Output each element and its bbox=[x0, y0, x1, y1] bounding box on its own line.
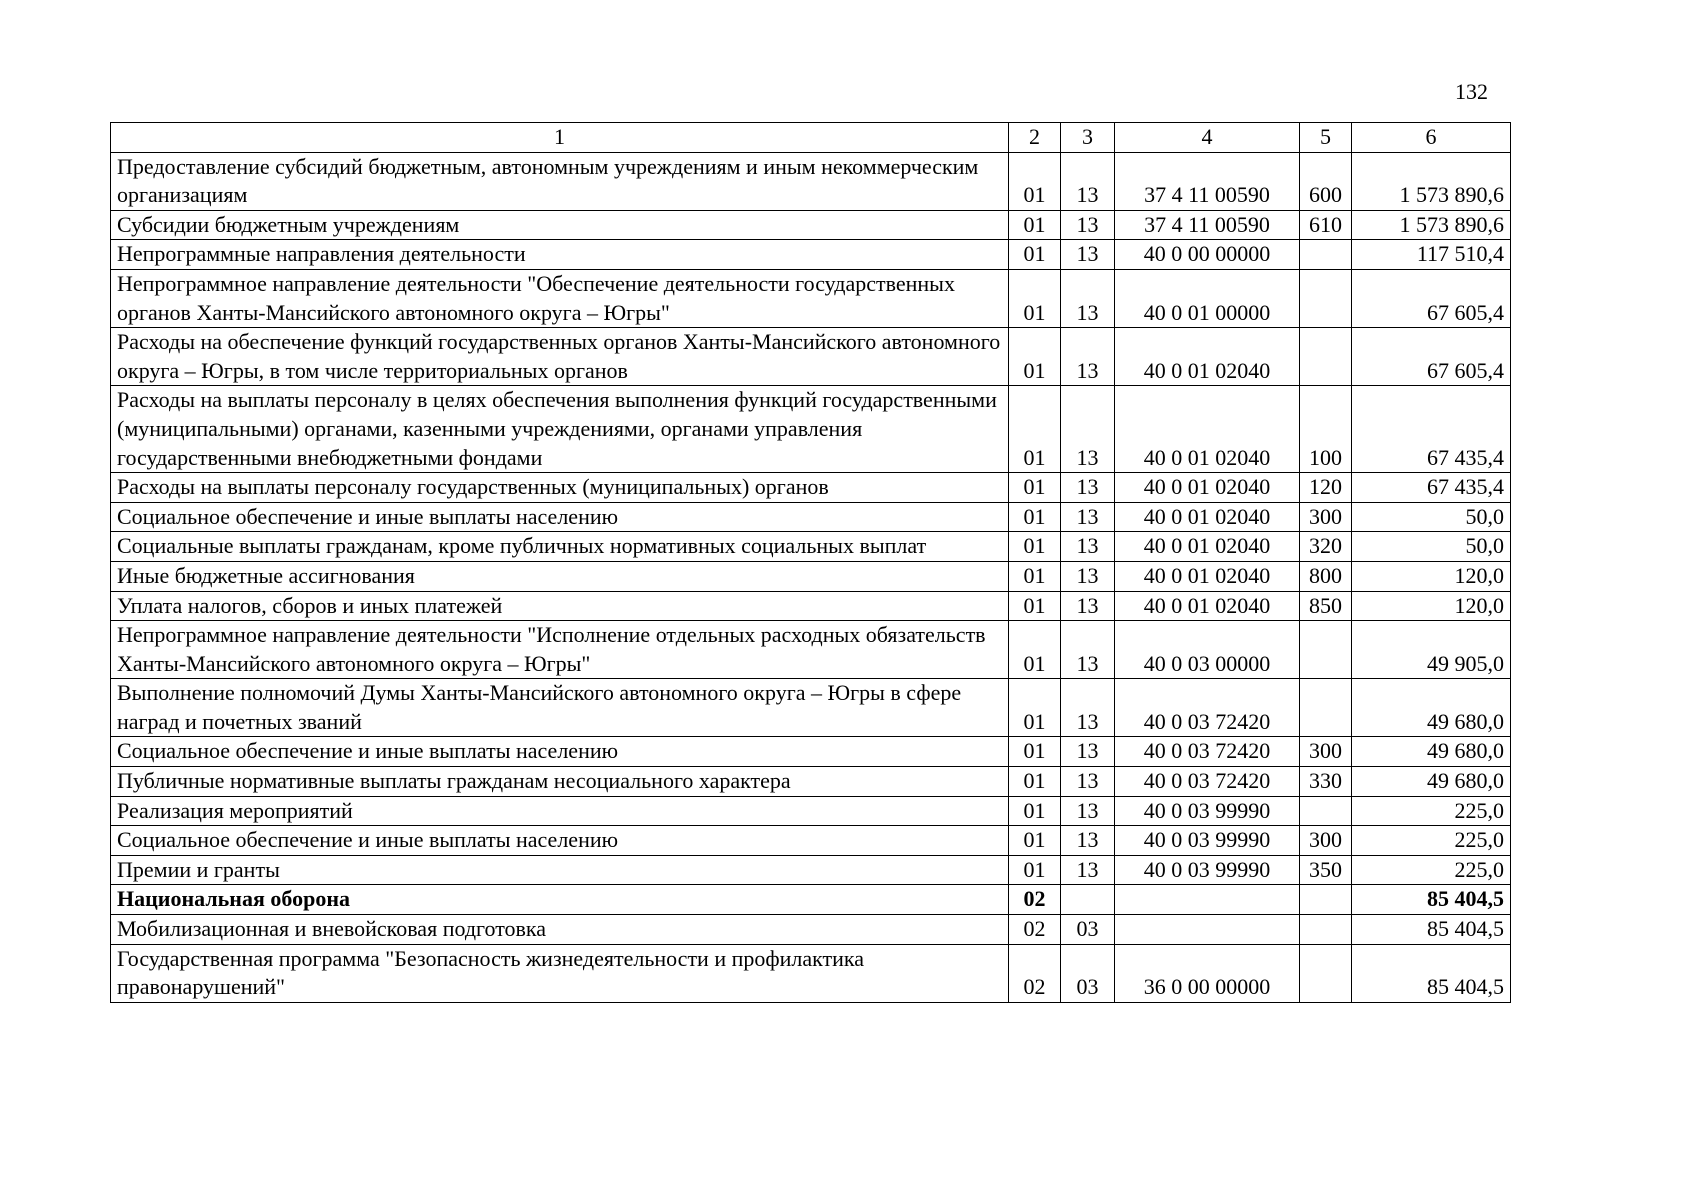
amount-cell: 225,0 bbox=[1352, 826, 1511, 856]
amount-cell: 120,0 bbox=[1352, 591, 1511, 621]
table-row bbox=[111, 855, 1511, 885]
target-article-cell: 40 0 03 72420 bbox=[1115, 737, 1300, 767]
amount-cell: 1 573 890,6 bbox=[1352, 152, 1511, 210]
subsection-code-cell: 13 bbox=[1061, 210, 1115, 240]
row-name-cell: Предоставление субсидий бюджетным, автономным учреждениям и иным некоммерческим организациям bbox=[111, 152, 1009, 210]
amount-cell: 49 905,0 bbox=[1352, 621, 1511, 679]
section-code-cell: 01 bbox=[1009, 152, 1061, 210]
subsection-code-cell: 13 bbox=[1061, 561, 1115, 591]
table-row bbox=[111, 915, 1511, 945]
subsection-code-cell: 13 bbox=[1061, 855, 1115, 885]
expense-type-cell bbox=[1300, 915, 1352, 945]
table-row bbox=[111, 328, 1511, 386]
amount-cell: 67 435,4 bbox=[1352, 386, 1511, 473]
section-code-cell: 01 bbox=[1009, 561, 1061, 591]
table-row bbox=[111, 826, 1511, 856]
target-article-cell: 40 0 03 72420 bbox=[1115, 767, 1300, 797]
target-article-cell: 40 0 01 02040 bbox=[1115, 532, 1300, 562]
section-code-cell: 01 bbox=[1009, 679, 1061, 737]
table-row bbox=[111, 679, 1511, 737]
subsection-code-cell: 13 bbox=[1061, 679, 1115, 737]
subsection-code-cell: 13 bbox=[1061, 502, 1115, 532]
expense-type-cell: 850 bbox=[1300, 591, 1352, 621]
expense-type-cell bbox=[1300, 796, 1352, 826]
target-article-cell: 40 0 03 99990 bbox=[1115, 796, 1300, 826]
column-number-1: 1 bbox=[111, 123, 1009, 153]
amount-cell: 49 680,0 bbox=[1352, 737, 1511, 767]
row-name-cell: Непрограммное направление деятельности "Обеспечение деятельности государственных органов Ханты-Мансийского автономного округа – Югры" bbox=[111, 269, 1009, 327]
column-number-3: 3 bbox=[1061, 123, 1115, 153]
row-name-cell: Государственная программа "Безопасность жизнедеятельности и профилактика правонарушений" bbox=[111, 944, 1009, 1002]
expense-type-cell: 300 bbox=[1300, 737, 1352, 767]
table-row bbox=[111, 737, 1511, 767]
target-article-cell: 37 4 11 00590 bbox=[1115, 210, 1300, 240]
target-article-cell bbox=[1115, 885, 1300, 915]
section-code-cell: 01 bbox=[1009, 269, 1061, 327]
column-number-2: 2 bbox=[1009, 123, 1061, 153]
target-article-cell: 40 0 03 99990 bbox=[1115, 855, 1300, 885]
amount-cell: 50,0 bbox=[1352, 502, 1511, 532]
expense-type-cell: 320 bbox=[1300, 532, 1352, 562]
subsection-code-cell: 13 bbox=[1061, 240, 1115, 270]
target-article-cell: 40 0 01 02040 bbox=[1115, 591, 1300, 621]
amount-cell: 225,0 bbox=[1352, 796, 1511, 826]
section-code-cell: 01 bbox=[1009, 473, 1061, 503]
amount-cell: 85 404,5 bbox=[1352, 944, 1511, 1002]
column-number-5: 5 bbox=[1300, 123, 1352, 153]
expense-type-cell: 330 bbox=[1300, 767, 1352, 797]
expense-type-cell: 610 bbox=[1300, 210, 1352, 240]
row-name-cell: Социальное обеспечение и иные выплаты населению bbox=[111, 826, 1009, 856]
table-row bbox=[111, 561, 1511, 591]
row-name-cell: Публичные нормативные выплаты гражданам несоциального характера bbox=[111, 767, 1009, 797]
section-code-cell: 01 bbox=[1009, 240, 1061, 270]
section-code-cell: 01 bbox=[1009, 826, 1061, 856]
subsection-code-cell: 13 bbox=[1061, 826, 1115, 856]
subsection-code-cell: 13 bbox=[1061, 621, 1115, 679]
target-article-cell: 36 0 00 00000 bbox=[1115, 944, 1300, 1002]
amount-cell: 49 680,0 bbox=[1352, 679, 1511, 737]
subsection-code-cell: 13 bbox=[1061, 796, 1115, 826]
section-code-cell: 01 bbox=[1009, 386, 1061, 473]
section-code-cell: 01 bbox=[1009, 532, 1061, 562]
section-code-cell: 01 bbox=[1009, 855, 1061, 885]
amount-cell: 49 680,0 bbox=[1352, 767, 1511, 797]
section-code-cell: 01 bbox=[1009, 502, 1061, 532]
expense-type-cell bbox=[1300, 679, 1352, 737]
expense-type-cell bbox=[1300, 328, 1352, 386]
table-row bbox=[111, 240, 1511, 270]
subsection-code-cell: 13 bbox=[1061, 386, 1115, 473]
expense-type-cell: 120 bbox=[1300, 473, 1352, 503]
row-name-cell: Мобилизационная и вневойсковая подготовка bbox=[111, 915, 1009, 945]
row-name-cell: Расходы на обеспечение функций государственных органов Ханты-Мансийского автономного округа – Югры, в том числе территориальных органов bbox=[111, 328, 1009, 386]
table-row bbox=[111, 210, 1511, 240]
row-name-cell: Расходы на выплаты персоналу государственных (муниципальных) органов bbox=[111, 473, 1009, 503]
table-row bbox=[111, 269, 1511, 327]
row-name-cell: Социальное обеспечение и иные выплаты населению bbox=[111, 737, 1009, 767]
table-row bbox=[111, 885, 1511, 915]
column-number-header-row bbox=[111, 123, 1511, 153]
table-row bbox=[111, 386, 1511, 473]
subsection-code-cell: 13 bbox=[1061, 532, 1115, 562]
section-code-cell: 02 bbox=[1009, 915, 1061, 945]
section-code-cell: 01 bbox=[1009, 328, 1061, 386]
section-code-cell: 01 bbox=[1009, 210, 1061, 240]
expense-type-cell: 350 bbox=[1300, 855, 1352, 885]
section-code-cell: 02 bbox=[1009, 944, 1061, 1002]
section-code-cell: 01 bbox=[1009, 621, 1061, 679]
expense-type-cell: 100 bbox=[1300, 386, 1352, 473]
page-number: 132 bbox=[1455, 79, 1488, 104]
subsection-code-cell bbox=[1061, 885, 1115, 915]
row-name-cell: Иные бюджетные ассигнования bbox=[111, 561, 1009, 591]
subsection-code-cell: 13 bbox=[1061, 328, 1115, 386]
column-number-4: 4 bbox=[1115, 123, 1300, 153]
amount-cell: 117 510,4 bbox=[1352, 240, 1511, 270]
expense-type-cell bbox=[1300, 944, 1352, 1002]
expense-type-cell: 800 bbox=[1300, 561, 1352, 591]
row-name-cell: Непрограммные направления деятельности bbox=[111, 240, 1009, 270]
amount-cell: 225,0 bbox=[1352, 855, 1511, 885]
section-code-cell: 01 bbox=[1009, 796, 1061, 826]
amount-cell: 67 605,4 bbox=[1352, 269, 1511, 327]
expense-type-cell: 300 bbox=[1300, 826, 1352, 856]
section-code-cell: 02 bbox=[1009, 885, 1061, 915]
row-name-cell: Выполнение полномочий Думы Ханты-Мансийского автономного округа – Югры в сфере наград и почетных званий bbox=[111, 679, 1009, 737]
table-row bbox=[111, 152, 1511, 210]
target-article-cell: 40 0 01 02040 bbox=[1115, 328, 1300, 386]
subsection-code-cell: 13 bbox=[1061, 767, 1115, 797]
expense-type-cell bbox=[1300, 621, 1352, 679]
target-article-cell: 40 0 01 02040 bbox=[1115, 561, 1300, 591]
table-row bbox=[111, 767, 1511, 797]
subsection-code-cell: 03 bbox=[1061, 944, 1115, 1002]
target-article-cell: 40 0 03 72420 bbox=[1115, 679, 1300, 737]
row-name-cell: Непрограммное направление деятельности "Исполнение отдельных расходных обязательств Ханты-Мансийского автономного округа – Югры" bbox=[111, 621, 1009, 679]
column-number-6: 6 bbox=[1352, 123, 1511, 153]
subsection-code-cell: 13 bbox=[1061, 591, 1115, 621]
target-article-cell: 37 4 11 00590 bbox=[1115, 152, 1300, 210]
amount-cell: 67 435,4 bbox=[1352, 473, 1511, 503]
subsection-code-cell: 13 bbox=[1061, 269, 1115, 327]
subsection-code-cell: 13 bbox=[1061, 473, 1115, 503]
amount-cell: 50,0 bbox=[1352, 532, 1511, 562]
target-article-cell: 40 0 01 02040 bbox=[1115, 473, 1300, 503]
section-code-cell: 01 bbox=[1009, 737, 1061, 767]
row-name-cell: Национальная оборона bbox=[111, 885, 1009, 915]
subsection-code-cell: 13 bbox=[1061, 737, 1115, 767]
row-name-cell: Субсидии бюджетным учреждениям bbox=[111, 210, 1009, 240]
amount-cell: 1 573 890,6 bbox=[1352, 210, 1511, 240]
table-row bbox=[111, 944, 1511, 1002]
target-article-cell bbox=[1115, 915, 1300, 945]
table-row bbox=[111, 621, 1511, 679]
target-article-cell: 40 0 01 00000 bbox=[1115, 269, 1300, 327]
amount-cell: 85 404,5 bbox=[1352, 885, 1511, 915]
subsection-code-cell: 13 bbox=[1061, 152, 1115, 210]
budget-table bbox=[110, 122, 1511, 1003]
amount-cell: 85 404,5 bbox=[1352, 915, 1511, 945]
expense-type-cell bbox=[1300, 269, 1352, 327]
row-name-cell: Реализация мероприятий bbox=[111, 796, 1009, 826]
table-row bbox=[111, 473, 1511, 503]
table-row bbox=[111, 796, 1511, 826]
target-article-cell: 40 0 00 00000 bbox=[1115, 240, 1300, 270]
table-row bbox=[111, 532, 1511, 562]
budget-table-body bbox=[111, 123, 1511, 1003]
amount-cell: 120,0 bbox=[1352, 561, 1511, 591]
section-code-cell: 01 bbox=[1009, 767, 1061, 797]
expense-type-cell: 600 bbox=[1300, 152, 1352, 210]
section-code-cell: 01 bbox=[1009, 591, 1061, 621]
table-row bbox=[111, 502, 1511, 532]
target-article-cell: 40 0 03 00000 bbox=[1115, 621, 1300, 679]
row-name-cell: Премии и гранты bbox=[111, 855, 1009, 885]
expense-type-cell bbox=[1300, 885, 1352, 915]
row-name-cell: Социальное обеспечение и иные выплаты населению bbox=[111, 502, 1009, 532]
amount-cell: 67 605,4 bbox=[1352, 328, 1511, 386]
target-article-cell: 40 0 01 02040 bbox=[1115, 386, 1300, 473]
row-name-cell: Социальные выплаты гражданам, кроме публичных нормативных социальных выплат bbox=[111, 532, 1009, 562]
expense-type-cell bbox=[1300, 240, 1352, 270]
target-article-cell: 40 0 03 99990 bbox=[1115, 826, 1300, 856]
target-article-cell: 40 0 01 02040 bbox=[1115, 502, 1300, 532]
subsection-code-cell: 03 bbox=[1061, 915, 1115, 945]
expense-type-cell: 300 bbox=[1300, 502, 1352, 532]
row-name-cell: Расходы на выплаты персоналу в целях обеспечения выполнения функций государственными (муниципальными) органами, казенными учреждениями, органами управления государственными внебюджетными фондами bbox=[111, 386, 1009, 473]
table-row bbox=[111, 591, 1511, 621]
row-name-cell: Уплата налогов, сборов и иных платежей bbox=[111, 591, 1009, 621]
